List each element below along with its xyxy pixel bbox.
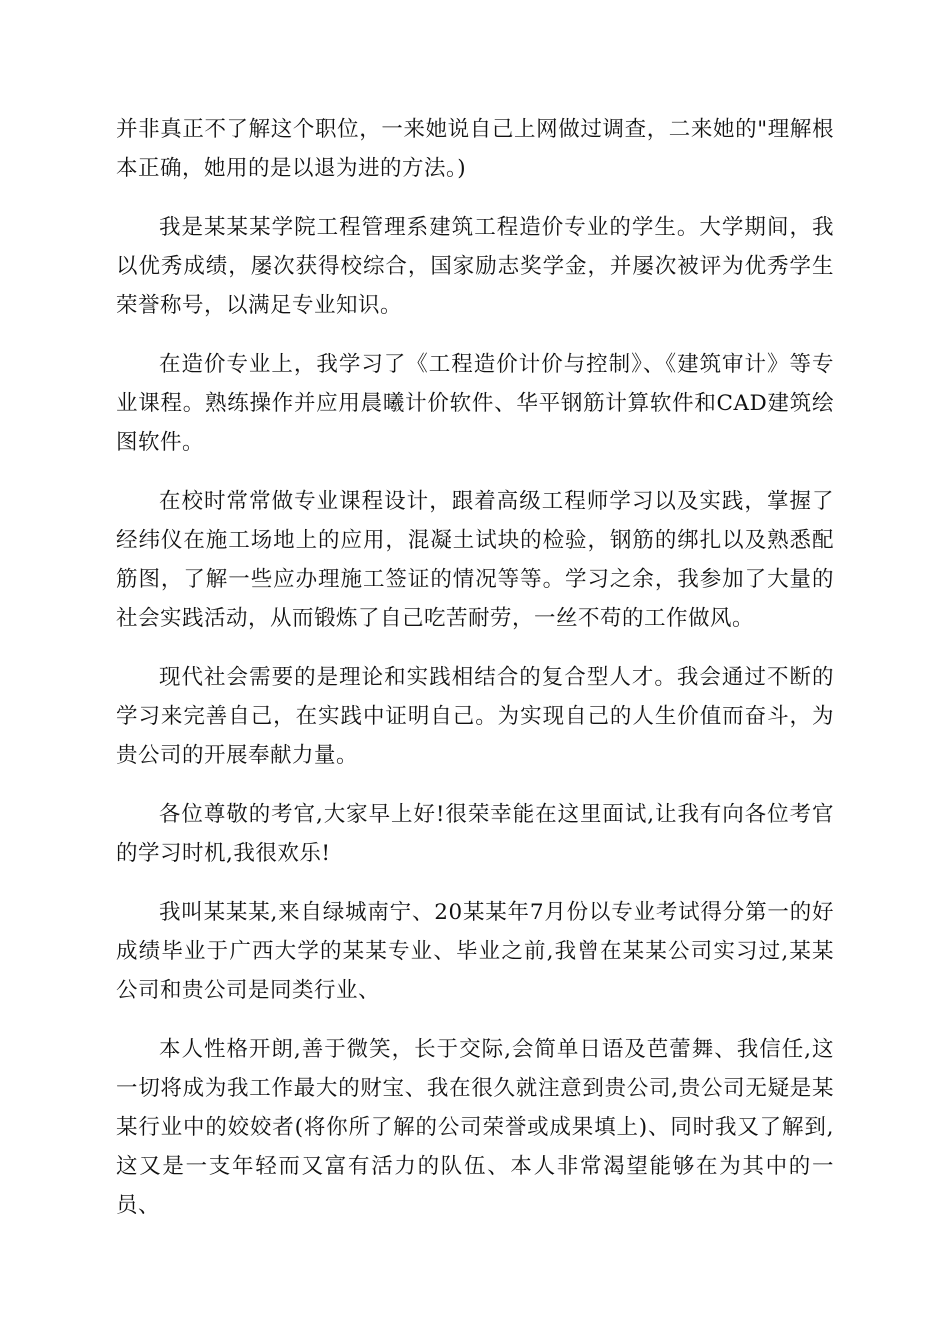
document-body [116,110,834,1245]
paragraph: 并非真正不了解这个职位，一来她说自己上网做过调查，二来她的"理解根本正确，她用的是以退为进的方法。) [116,117,834,181]
paragraph: 我叫某某某,来自绿城南宁、20某某年7月份以专业考试得分第一的好成绩毕业于广西大学的某某专业、毕业之前,我曾在某某公司实习过,某某公司和贵公司是同类行业、 [116,900,834,1003]
paragraph: 在造价专业上，我学习了《工程造价计价与控制》、《建筑审计》等专业课程。熟练操作并应用晨曦计价软件、华平钢筋计算软件和CAD建筑绘图软件。 [116,352,834,455]
paragraph: 各位尊敬的考官,大家早上好!很荣幸能在这里面试,让我有向各位考官的学习时机,我很欢乐! [116,802,834,866]
paragraph: 在校时常常做专业课程设计，跟着高级工程师学习以及实践，掌握了经纬仪在施工场地上的应用，混凝土试块的检验，钢筋的绑扎以及熟悉配筋图，了解一些应办理施工签证的情况等等。学习之余，我参加了大量的社会实践活动，从而锻炼了自己吃苦耐劳，一丝不苟的工作做风。 [116,489,834,631]
paragraph: 本人性格开朗,善于微笑，长于交际,会简单日语及芭蕾舞、我信任,这一切将成为我工作最大的财宝、我在很久就注意到贵公司,贵公司无疑是某某行业中的姣姣者(将你所了解的公司荣誉或成果填上)、同时我又了解到,这又是一支年轻而又富有活力的队伍、本人非常渴望能够在为其中的一员、 [116,1037,834,1218]
paragraph: 我是某某某学院工程管理系建筑工程造价专业的学生。大学期间，我以优秀成绩，屡次获得校综合，国家励志奖学金，并屡次被评为优秀学生荣誉称号，以满足专业知识。 [116,215,834,318]
paragraph: 现代社会需要的是理论和实践相结合的复合型人才。我会通过不断的学习来完善自己，在实践中证明自己。为实现自己的人生价值而奋斗，为贵公司的开展奉献力量。 [116,665,834,768]
